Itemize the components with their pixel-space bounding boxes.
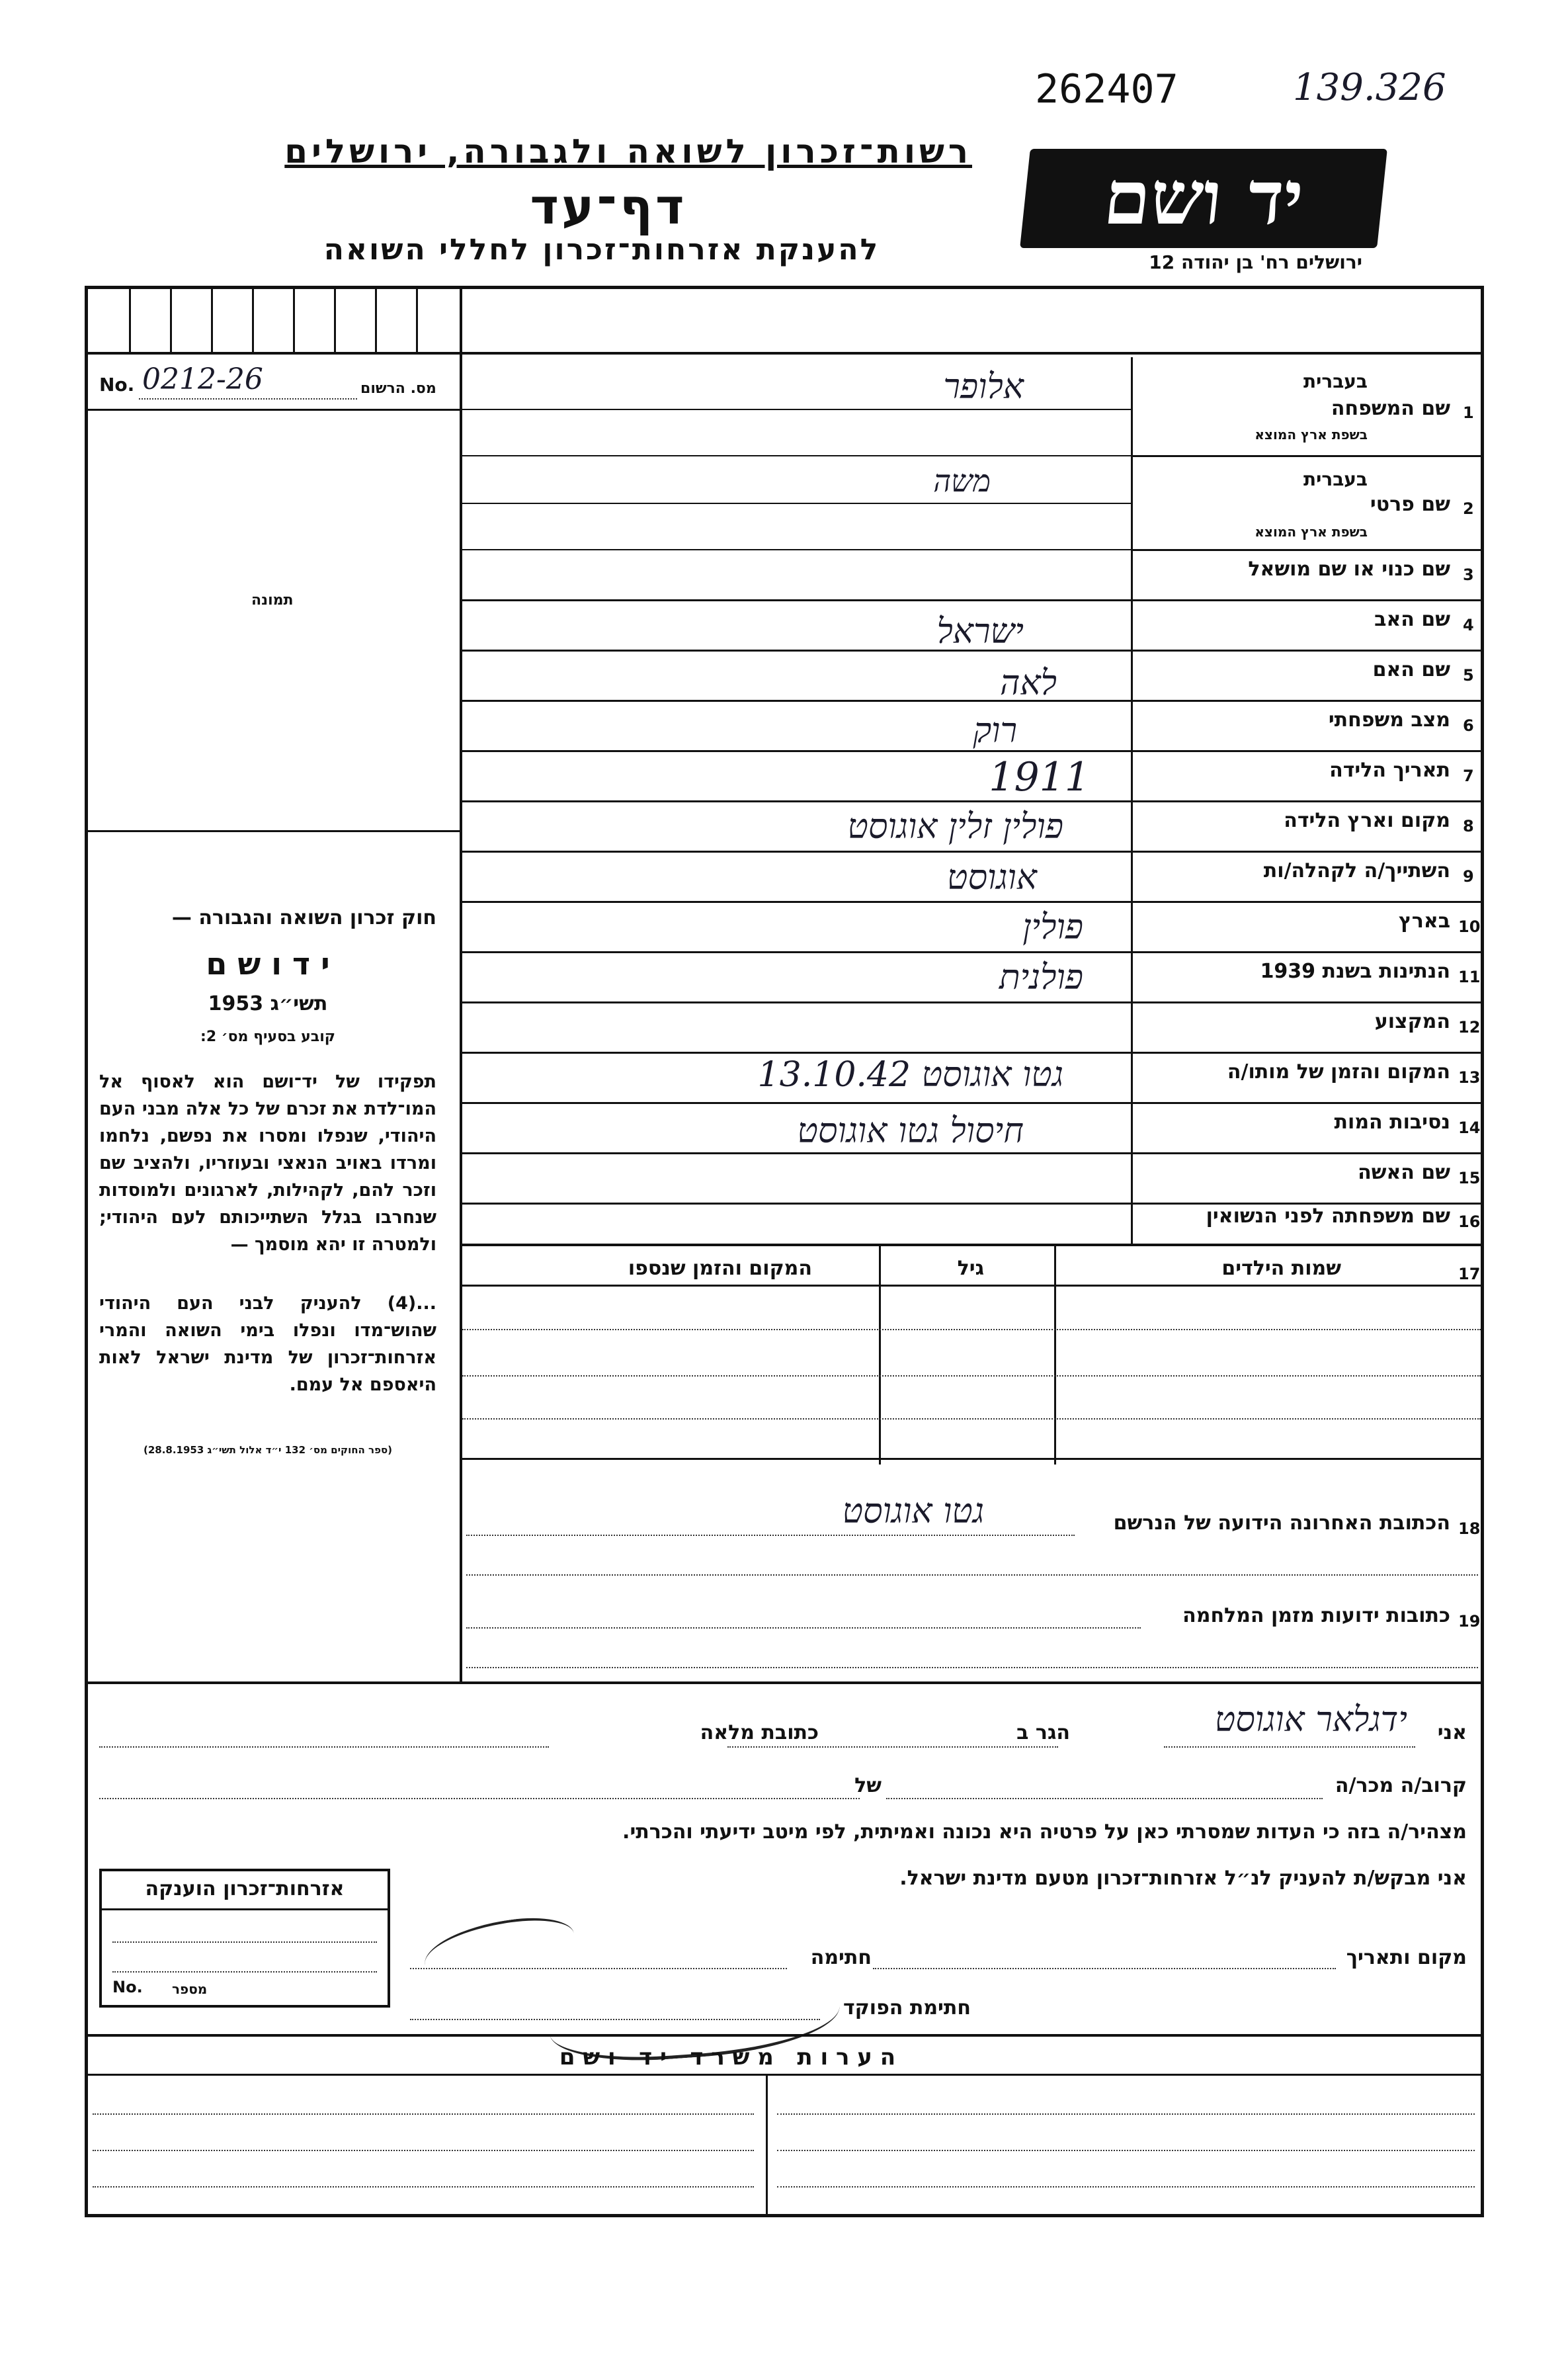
of-label: של [854,1774,882,1797]
law-title: חוק זכרון השואה והגבורה — [171,906,436,929]
form-title: דף־עד [530,179,687,235]
field-8-label: מקום וארץ הלידה [1284,809,1450,832]
field-5-number: 5 [1463,666,1474,685]
field-3-number: 3 [1463,566,1474,584]
field-18-value: גטו אוגוסט [842,1492,984,1531]
field-10-number: 10 [1458,917,1481,936]
authority-line: רשות־זכרון לשואה ולגבורה, ירושלים [284,132,972,171]
statement-1: מצהיר/ה בזה כי העדות שמסרתי כאן על פרטיה היא נכונה ואמיתית, לפי מיטב ידיעתי והכרתי. [622,1820,1467,1844]
reference-number: 139.326 [1293,66,1446,109]
form-subtitle: להענקת אזרחות־זכרון לחללי השואה [323,233,880,267]
law-text: תפקידו של יד־ושם הוא לאסוף אל המו־לדת את זכרם של כל אלה מבני העם היהודי, שנפלו ומסרו את נפשם, נלחמו ומרדו באויב הנאצי ובעוזריו, ולהציב שם וזכר להם, לקהילות, לארגונים ולמוסדות שנחרבו בגלל השתייכותם לעם היהודי; ולמטרה זו יהא מוסמך — [99,1072,436,1255]
field-14-label: נסיבות המות [1334,1111,1450,1134]
field-15-label: שם האשה [1358,1161,1450,1184]
office-remarks-title: ה ע ר ו ת מ ש ר ד י ד ו ש ם [559,2044,896,2070]
field-1-sub-hebrew: בעברית [1303,370,1368,392]
law-clause: ...(4) להעניק לבני העם היהודי שהוש־מדו ונפלו בימי השואה והמרי אזרחות־זכרון של מדינת ישראל לאות היאספם אל עמם. [99,1293,436,1395]
field-15-number: 15 [1458,1169,1481,1187]
field-14-number: 14 [1458,1119,1481,1137]
field-18-number: 18 [1458,1519,1481,1538]
field-10-label: בארץ [1398,910,1450,933]
field-8-value: פולין זלין אוגוסט [847,807,1063,847]
law-source: (ספר החוקים מס׳ 132 י״ד אלול תשי״ג 28.8.1953) [143,1444,393,1456]
field-1-label: שם המשפחה [1331,397,1450,420]
reg-label: מס. הרשום [360,380,436,397]
field-16-label: שם משפחתה לפני הנשואין [1206,1205,1450,1228]
reg-no-value: 0212-26 [142,362,263,396]
certificate-no-label: No. [112,1978,143,1996]
field-17-number: 17 [1458,1265,1481,1283]
certificate-title: אזרחות־זכרון הוענקה [145,1877,345,1900]
law-year: תשי״ג 1953 [208,992,328,1015]
field-9-number: 9 [1463,867,1474,886]
declarant-name: ידגלאר אוגוסט [1214,1700,1407,1740]
field-9-label: השתייך/ה לקהלה/ות [1263,859,1450,882]
statement-2: אני מבקש/ת להעניק לנ״ל אזרחות־זכרון מטעם מדינת ישראל. [899,1867,1467,1890]
field-19-label: כתובות ידועות מזמן המלחמה [1182,1604,1450,1627]
field-4-label: שם האב [1374,608,1450,631]
field-6-label: מצב משפחתי [1328,708,1450,732]
field-4-number: 4 [1463,616,1474,634]
field-11-number: 11 [1458,968,1481,986]
field-4-value: ישראל [936,612,1024,652]
code-boxes [88,289,460,352]
field-10-value: פולין [1022,908,1083,947]
field-16-number: 16 [1458,1212,1481,1231]
declarant-label: אני [1437,1721,1467,1744]
field-12-number: 12 [1458,1018,1481,1037]
logo-text: יד ושם [1100,155,1307,241]
field-8-number: 8 [1463,817,1474,835]
field-18-label: הכתובת האחרונה הידועה של הנרשם [1113,1511,1450,1535]
children-col-age: גיל [957,1257,984,1280]
photo-label: תמונה [251,592,294,609]
officer-signature-label: חתימת הפוקד [843,1996,971,2019]
field-9-value: אוגוסט [947,858,1037,898]
resides-label: הגר ב [1016,1721,1070,1744]
field-2-sub-hebrew: בעברית [1303,468,1368,490]
law-section: קובע בסעיף מס׳ 2: [200,1029,335,1045]
field-13-label: המקום והזמן של מותו/ה [1227,1060,1450,1084]
signature-label: חתימה [810,1946,872,1969]
field-2-sub-local: בשפת ארץ המוצא [1255,524,1368,540]
field-13-value: גטו אוגוסט 13.10.42 [757,1055,1063,1095]
serial-number: 262407 [1035,66,1178,112]
law-name: י ד ו ש ם [206,946,330,982]
children-col-names: שמות הילדים [1221,1257,1341,1280]
field-12-label: המקצוע [1374,1010,1450,1033]
reg-no-label: No. [99,374,135,396]
field-2-label: שם פרטי [1370,493,1450,516]
field-19-number: 19 [1458,1612,1481,1631]
field-11-label: הנתינות בשנת 1939 [1260,960,1450,983]
address: ירושלים רח' בן יהודה 12 [1149,251,1362,273]
field-7-value: 1911 [989,754,1090,800]
full-address-label: כתובת מלאה [700,1721,819,1744]
yad-vashem-logo [1020,149,1387,248]
field-2-value: משה [933,463,991,499]
place-date-label: מקום ותאריך [1346,1946,1467,1969]
field-7-number: 7 [1463,767,1474,785]
field-14-value: חיסול גטו אוגוסט [797,1111,1024,1151]
children-col-place: המקום והזמן שנספו [628,1257,812,1280]
field-1-sub-local: בשפת ארץ המוצא [1255,427,1368,443]
field-1-number: 1 [1463,404,1474,422]
field-7-label: תאריך הלידה [1329,759,1450,782]
field-11-value: פולנית [999,958,1083,998]
field-5-label: שם האם [1372,658,1450,681]
field-1-value: אלופר [943,367,1024,407]
relative-label: קרוב/ה מכר/ה [1335,1774,1467,1797]
field-5-value: לאה [1000,663,1057,703]
field-13-number: 13 [1458,1068,1481,1087]
field-3-label: שם כנוי או שם מושאל [1248,558,1450,581]
field-6-number: 6 [1463,716,1474,735]
certificate-number-label: מספר [172,1981,208,1997]
field-2-number: 2 [1463,499,1474,518]
field-6-value: רוק [973,711,1017,751]
